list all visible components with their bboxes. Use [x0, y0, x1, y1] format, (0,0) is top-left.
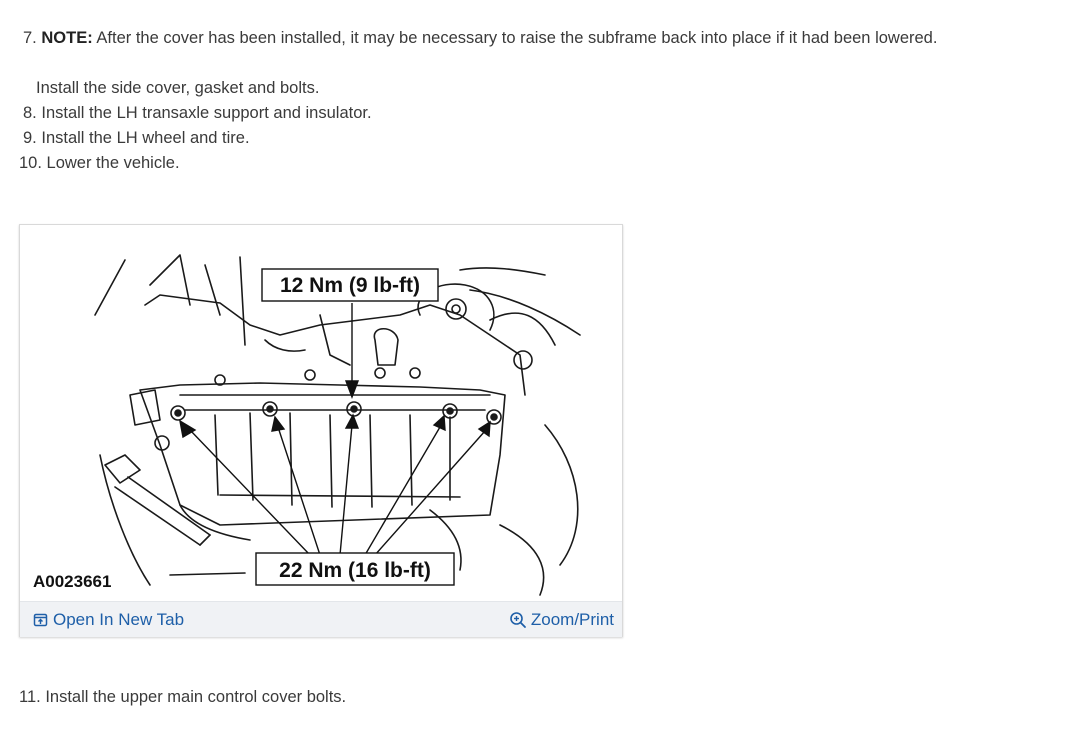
step-8	[23, 103, 372, 123]
step-number: 11.	[19, 688, 41, 706]
figure-toolbar	[20, 601, 622, 637]
zoom-icon	[509, 611, 527, 629]
figure-id-label: A0023661	[33, 572, 112, 591]
step-number: 10.	[19, 154, 42, 172]
step-text: Lower the vehicle.	[46, 154, 180, 172]
step-9	[23, 128, 250, 148]
note-label: NOTE:	[41, 29, 93, 47]
open-new-tab-link[interactable]	[33, 610, 184, 630]
step-number: 7.	[23, 29, 37, 47]
figure-card	[19, 224, 623, 637]
open-new-tab-label: Open In New Tab	[53, 610, 185, 629]
open-new-tab-icon	[33, 612, 49, 628]
step-number: 9.	[23, 129, 37, 147]
step-number: 8.	[23, 104, 37, 122]
callout-top-torque: 12 Nm (9 lb-ft)	[279, 274, 421, 297]
zoom-print-label: Zoom/Print	[530, 610, 614, 629]
step-7	[23, 28, 937, 48]
step-7-substep	[36, 78, 319, 98]
step-10	[19, 153, 180, 173]
step-text: Install the upper main control cover bolts.	[45, 688, 347, 706]
step-text: Install the LH transaxle support and insulator.	[41, 104, 372, 122]
callout-bottom-torque: 22 Nm (16 lb-ft)	[279, 559, 431, 582]
zoom-print-link[interactable]	[509, 610, 614, 630]
transaxle-cover-illustration[interactable]	[20, 225, 622, 601]
step-text: Install the LH wheel and tire.	[41, 129, 250, 147]
step-text: After the cover has been installed, it may be necessary to raise the subframe back into place if it had been lowered.	[96, 29, 938, 47]
step-11	[19, 687, 346, 707]
step-text: Install the side cover, gasket and bolts.	[36, 79, 320, 97]
